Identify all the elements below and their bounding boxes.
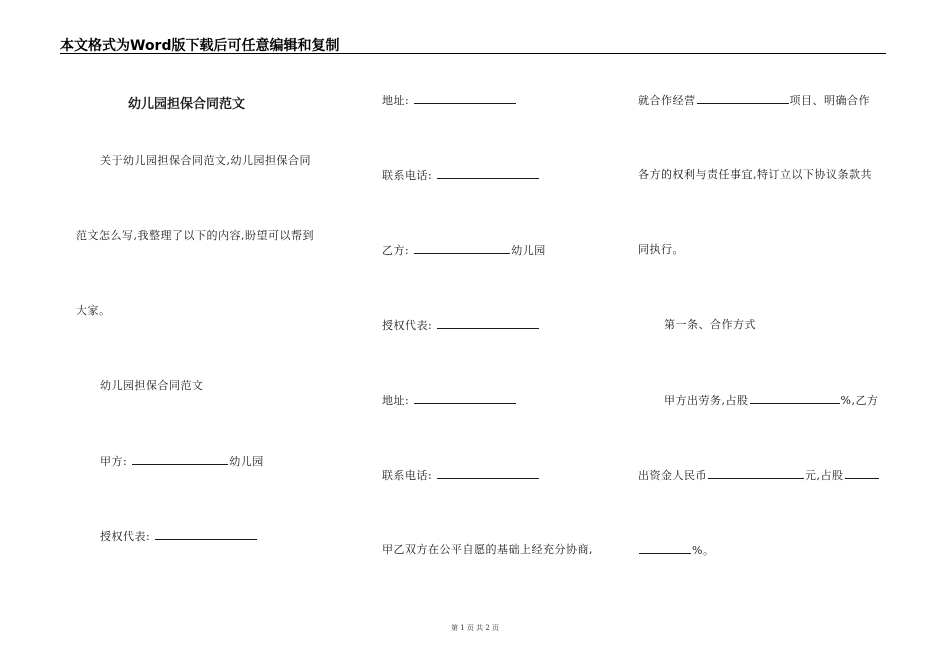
phone-label: 联系电话: — [382, 469, 433, 482]
cooperation-line-1 — [638, 93, 870, 108]
party-b-phone-line — [382, 468, 540, 483]
party-a-rep-blank[interactable] — [155, 529, 257, 540]
document-header: 本文格式为Word版下载后可任意编辑和复制 — [60, 38, 340, 54]
capital-mid: 元,占股 — [805, 469, 844, 482]
party-b-address-line — [382, 393, 517, 408]
capital-line — [638, 468, 880, 483]
intro-line-3: 大家。 — [76, 304, 111, 317]
party-b-suffix: 幼儿园 — [511, 244, 546, 257]
cooperation-line-2: 各方的权利与责任事宜,特订立以下协议条款共 — [638, 168, 872, 181]
party-b-phone-blank[interactable] — [437, 468, 539, 479]
party-a-line — [100, 454, 264, 469]
party-b-share-blank-1[interactable] — [845, 468, 879, 479]
contract-subtitle: 幼儿园担保合同范文 — [100, 379, 204, 392]
phone-label: 联系电话: — [382, 169, 433, 182]
party-b-share-line — [638, 543, 714, 558]
party-b-share-blank-2[interactable] — [639, 543, 691, 554]
party-a-label: 甲方: — [100, 455, 128, 468]
share-suffix: %。 — [692, 544, 715, 557]
intro-line-1: 关于幼儿园担保合同范文,幼儿园担保合同 — [100, 154, 311, 167]
document-title: 幼儿园担保合同范文 — [128, 97, 246, 112]
cooperation-prefix: 就合作经营 — [638, 94, 696, 107]
party-a-rep-line — [100, 529, 258, 544]
header-divider — [60, 53, 886, 54]
party-b-line — [382, 243, 546, 258]
party-b-rep-line — [382, 318, 540, 333]
project-blank[interactable] — [697, 93, 789, 104]
article-1-heading: 第一条、合作方式 — [664, 318, 756, 331]
party-b-label: 乙方: — [382, 244, 410, 257]
party-b-address-blank[interactable] — [414, 393, 516, 404]
capital-prefix: 出资金人民币 — [638, 469, 707, 482]
party-a-rep-label: 授权代表: — [100, 530, 151, 543]
party-a-suffix: 幼儿园 — [229, 455, 264, 468]
address-label: 地址: — [382, 94, 410, 107]
page-footer: 第 1 页 共 2 页 — [450, 624, 500, 632]
party-b-blank[interactable] — [414, 243, 510, 254]
party-b-rep-label: 授权代表: — [382, 319, 433, 332]
labor-prefix: 甲方出劳务,占股 — [664, 394, 749, 407]
party-a-address-line — [382, 93, 517, 108]
cooperation-line-3: 同执行。 — [638, 243, 684, 256]
party-a-address-blank[interactable] — [414, 93, 516, 104]
capital-amount-blank[interactable] — [708, 468, 804, 479]
cooperation-suffix: 项目、明确合作 — [789, 94, 870, 107]
intro-line-2: 范文怎么写,我整理了以下的内容,盼望可以帮到 — [76, 229, 314, 242]
party-b-rep-blank[interactable] — [437, 318, 539, 329]
party-a-share-blank[interactable] — [750, 393, 840, 404]
labor-suffix: %,乙方 — [840, 394, 879, 407]
address-label: 地址: — [382, 394, 410, 407]
party-a-phone-line — [382, 168, 540, 183]
party-a-blank[interactable] — [132, 454, 228, 465]
negotiation-line: 甲乙双方在公平自愿的基础上经充分协商, — [382, 543, 593, 556]
party-a-share-line — [664, 393, 878, 408]
party-a-phone-blank[interactable] — [437, 168, 539, 179]
